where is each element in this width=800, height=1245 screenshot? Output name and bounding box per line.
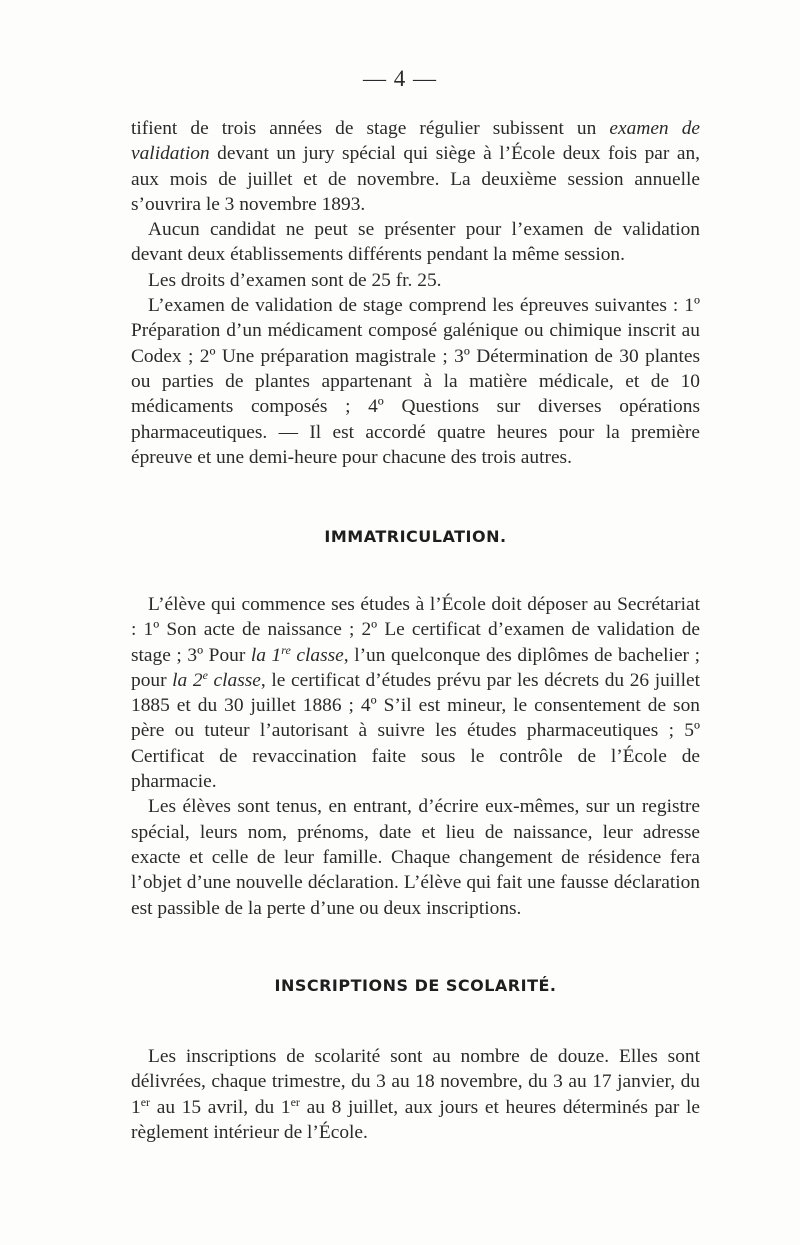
validation-section: [131, 116, 700, 470]
emphasis: examen de validation: [131, 118, 700, 165]
page-number: — 4 —: [363, 66, 437, 91]
paragraph: Aucun candidat ne peut se présenter pour l’examen de validation devant deux établissements différents pendant la même session.: [131, 219, 700, 266]
paragraph: Les élèves sont tenus, en entrant, d’écrire eux-mêmes, sur un registre spécial, leurs nom, prénoms, date et lieu de naissance, leur adresse exacte et celle de leur famille. Chaque changement de résidence fera l’objet d’une nouvelle déclaration. L’élève qui fait une fausse déclaration est passible de la perte d’une ou deux inscriptions.: [131, 796, 700, 919]
section-heading-immatriculation: IMMATRICULATION.: [324, 527, 507, 546]
paragraph: Les droits d’examen sont de 25 fr. 25.: [148, 269, 442, 291]
paragraph: tifient de trois années de stage régulier subissent un examen de validation devant un jury spécial qui siège à l’École deux fois par an, aux mois de juillet et de novembre. La deuxième session annuelle s’ouvrira le 3 novembre 1893.: [131, 118, 700, 215]
immatriculation-section: [131, 592, 700, 921]
paragraph: L’examen de validation de stage comprend les épreuves suivantes : 1º Préparation d’un médicament composé galénique ou chimique inscrit au Codex ; 2º Une préparation magistrale ; 3º Détermination de 30 plantes ou parties de plantes appartenant à la matière médicale, et de 10 médicaments composés ; 4º Questions sur diverses opérations pharmaceutiques. — Il est accordé quatre heures pour la première épreuve et une demi-heure pour chacune des trois autres.: [131, 295, 700, 468]
emphasis: la 1re classe: [250, 642, 344, 666]
paragraph: L’élève qui commence ses études à l’École doit déposer au Secrétariat : 1º Son acte de naissance ; 2º Le certificat d’examen de validation de stage ; 3º Pour la 1re classe, l’un quelconque des diplômes de bachelier ; pour la 2e classe, le certificat d’études prévu par les décrets du 26 juillet 1885 et du 30 juillet 1886 ; 4º S’il est mineur, le consentement de son père ou tuteur l’autorisant à suivre les études pharmaceutiques ; 5º Certificat de revaccination faite sous le contrôle de l’École de pharmacie.: [131, 594, 700, 793]
section-heading-inscriptions: INSCRIPTIONS DE SCOLARITÉ.: [274, 976, 557, 995]
emphasis: la 2e classe: [172, 667, 261, 691]
paragraph: Les inscriptions de scolarité sont au nombre de douze. Elles sont délivrées, chaque trimestre, du 3 au 18 novembre, du 3 au 17 janvier, du 1er au 15 avril, du 1er au 8 juillet, aux jours et heures déterminés par le règlement intérieur de l’École.: [131, 1046, 700, 1143]
inscriptions-section: [131, 1044, 700, 1145]
